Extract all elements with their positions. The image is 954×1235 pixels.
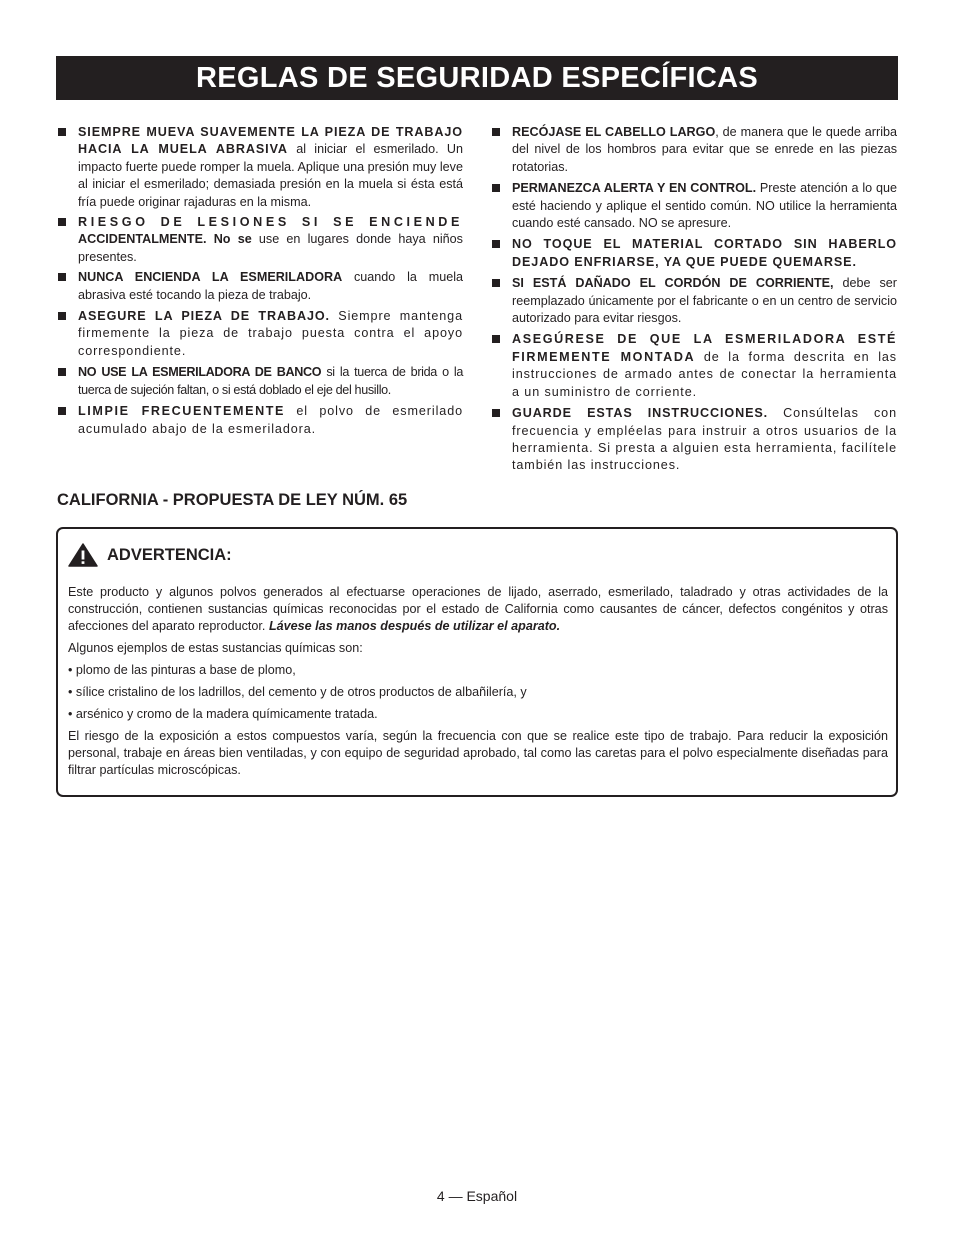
rule-text: Consúltelas con frecuencia y empléelas para instruir a otros usuarios de la herramienta. Si presta a alguien esta herramienta, facilítele también las instrucciones. bbox=[512, 406, 897, 473]
rule-bold: NO TOQUE EL MATERIAL CORTADO SIN HABERLO DEJADO ENFRIARSE, YA QUE PUEDE QUEMARSE. bbox=[512, 237, 897, 269]
rule-text: Preste atención a lo que esté haciendo y aplique el sentido común. NO utilice la herramienta cuando esté cansado. NO se apresure. bbox=[512, 181, 897, 231]
rule-item bbox=[57, 124, 463, 211]
rule-bold: SIEMPRE MUEVA SUAVEMENTE LA PIEZA DE TRABAJO HACIA LA MUELA ABRASIVA bbox=[78, 125, 463, 157]
rule-item bbox=[491, 275, 897, 327]
bullet-square-icon bbox=[58, 218, 66, 226]
bullet-square-icon bbox=[492, 184, 500, 192]
rule-text: debe ser reemplazado únicamente por el fabricante o en un centro de servicio autorizado para evitar riesgos. bbox=[512, 276, 897, 326]
rule-text: , de manera que le quede arriba del nivel de los hombros para evitar que se enrede en las piezas rotatorias. bbox=[512, 125, 897, 174]
rule-bold: GUARDE ESTAS INSTRUCCIONES. bbox=[512, 406, 769, 421]
rule-bold: SI ESTÁ DAÑADO EL CORDÓN DE CORRIENTE, bbox=[512, 276, 834, 291]
left-rules-column bbox=[57, 124, 463, 442]
rule-item bbox=[57, 308, 463, 360]
warning-intro-emphasis: Lávese las manos después de utilizar el aparato. bbox=[268, 619, 561, 633]
warning-box bbox=[56, 527, 898, 797]
bullet-square-icon bbox=[58, 273, 66, 281]
page-title: REGLAS DE SEGURIDAD ESPECÍFICAS bbox=[56, 56, 898, 100]
rule-text: use en lugares donde haya niños presentes. bbox=[78, 232, 463, 264]
rule-item bbox=[491, 331, 897, 401]
warning-intro bbox=[68, 584, 888, 635]
warning-examples-lead: Algunos ejemplos de estas sustancias químicas son: bbox=[68, 641, 363, 655]
bullet-square-icon bbox=[492, 240, 500, 248]
warning-closing: El riesgo de la exposición a estos compuestos varía, según la frecuencia con que se realice este tipo de trabajo. Para reducir la exposición personal, trabaje en áreas bien ventiladas, y con equipo de seguridad aprobado, tal como las caretas para el polvo especialmente diseñadas para filtrar partículas microscópicas. bbox=[68, 729, 888, 777]
bullet-square-icon bbox=[58, 368, 66, 376]
bullet-square-icon bbox=[492, 335, 500, 343]
bullet-square-icon bbox=[492, 279, 500, 287]
rule-item bbox=[57, 214, 463, 266]
warning-example-item: • sílice cristalino de los ladrillos, del cemento y de otros productos de albañilería, y bbox=[68, 685, 527, 699]
rule-item bbox=[491, 405, 897, 475]
right-rules-column bbox=[491, 124, 897, 479]
rule-text: Siempre mantenga firmemente la pieza de trabajo puesta contra el apoyo correspondiente. bbox=[78, 309, 463, 358]
rule-bold: ASEGURE LA PIEZA DE TRABAJO. bbox=[78, 309, 330, 324]
warning-intro-text: Este producto y algunos polvos generados al efectuarse operaciones de lijado, aserrado, esmerilado, taladrado y otras actividades de la construcción, contienen sustancias químicas reconocidas por el estado de California como causantes de cáncer, defectos congénitos y otras afecciones del aparato reproductor. bbox=[68, 585, 888, 633]
rule-text: el polvo de esmerilado acumulado abajo de la esmeriladora. bbox=[78, 404, 463, 436]
rule-text: cuando la muela abrasiva esté tocando la pieza de trabajo. bbox=[78, 270, 464, 302]
rule-bold-spaced: RIESGO DE LESIONES SI SE ENCIENDE bbox=[78, 215, 463, 230]
bullet-square-icon bbox=[492, 409, 500, 417]
warning-triangle-icon bbox=[68, 543, 98, 567]
rule-bold: NUNCA ENCIENDA LA ESMERILADORA bbox=[78, 270, 343, 285]
rule-bold: ACCIDENTALMENTE. No se bbox=[78, 232, 252, 247]
bullet-square-icon bbox=[58, 407, 66, 415]
warning-example-item: • arsénico y cromo de la madera químicamente tratada. bbox=[68, 707, 378, 721]
rule-item bbox=[57, 364, 463, 399]
rule-text: al iniciar el esmerilado. Un impacto fuerte puede romper la muela. Aplique una presión muy leve al iniciar el esmerilado; demasiada presión en la muela si ésta está fría puede originar rajaduras en la misma. bbox=[78, 142, 464, 209]
california-heading: CALIFORNIA - PROPUESTA DE LEY NÚM. 65 bbox=[57, 491, 408, 509]
rule-item bbox=[491, 180, 897, 232]
warning-header bbox=[68, 543, 232, 567]
bullet-square-icon bbox=[58, 128, 66, 136]
rule-item bbox=[57, 269, 463, 304]
rule-bold: RECÓJASE EL CABELLO LARGO bbox=[512, 125, 716, 139]
rule-text: de la forma descrita en las instrucciones de armado antes de conectar la herramienta a un suministro de corriente. bbox=[512, 349, 897, 399]
bullet-square-icon bbox=[58, 312, 66, 320]
rule-item bbox=[57, 403, 463, 438]
rule-bold: NO USE LA ESMERILADORA DE BANCO bbox=[78, 365, 322, 380]
warning-example-item: • plomo de las pinturas a base de plomo, bbox=[68, 663, 296, 677]
warning-heading: ADVERTENCIA: bbox=[107, 546, 232, 564]
rule-bold: PERMANEZCA ALERTA Y EN CONTROL. bbox=[512, 181, 757, 196]
rule-bold: LIMPIE FRECUENTEMENTE bbox=[78, 404, 286, 419]
page-footer: 4 — Español bbox=[436, 1188, 518, 1204]
rule-item bbox=[491, 124, 897, 176]
bullet-square-icon bbox=[492, 128, 500, 136]
rule-bold: ASEGÚRESE DE QUE LA ESMERILADORA ESTÉ FIRMEMENTE MONTADA bbox=[512, 332, 897, 364]
rule-text: si la tuerca de brida o la tuerca de sujeción faltan, o si está doblado el eje del husillo. bbox=[78, 365, 464, 397]
warning-body bbox=[68, 584, 888, 784]
rule-item bbox=[491, 236, 897, 271]
